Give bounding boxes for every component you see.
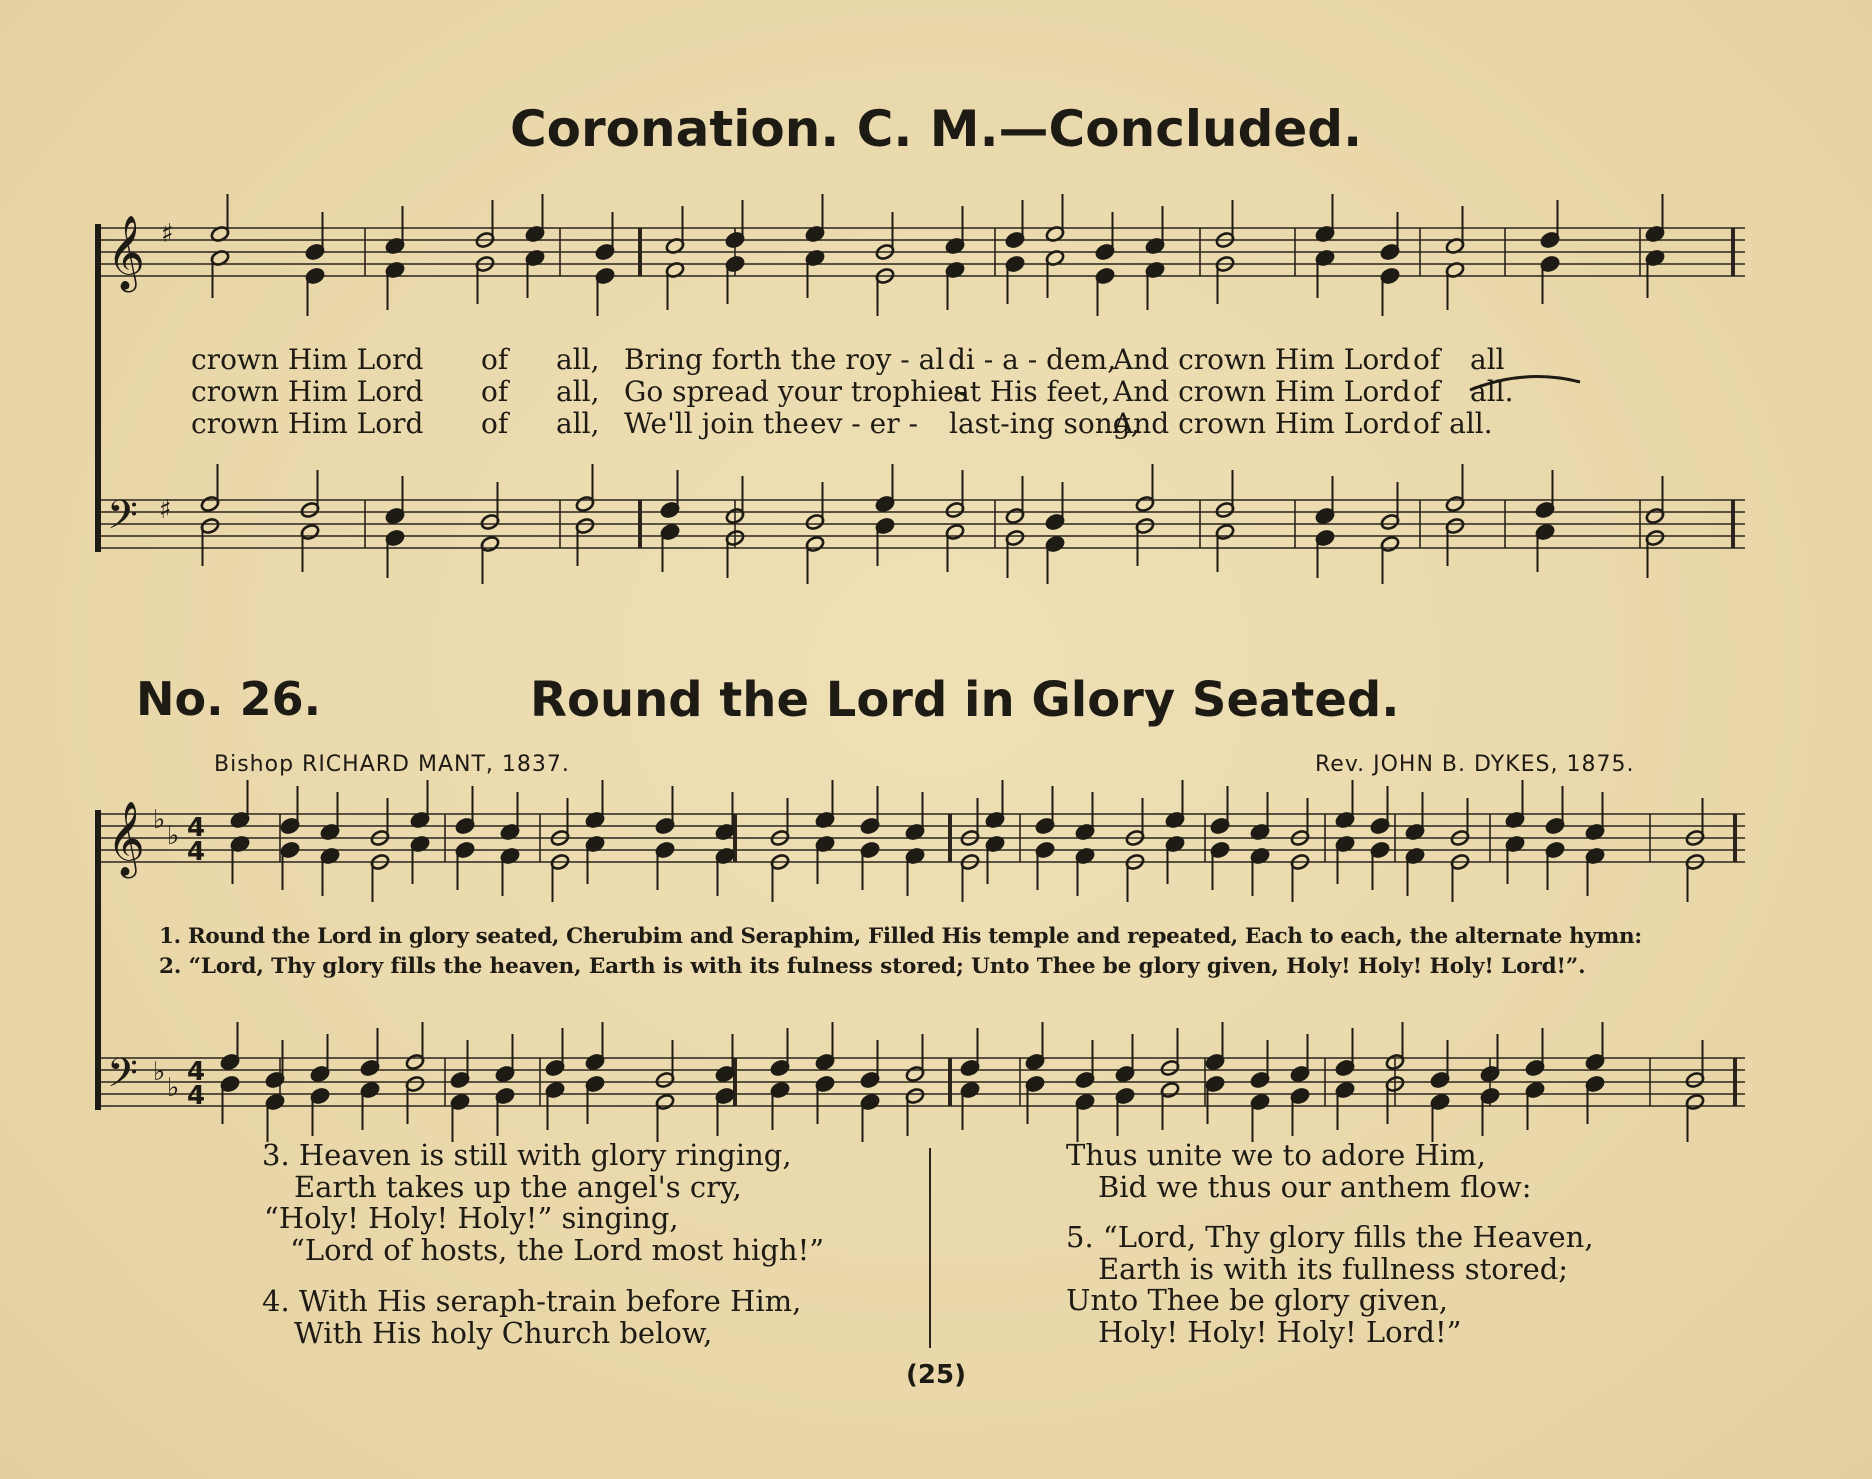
hymn-number: No. 26. — [136, 672, 322, 726]
sharp-key-signature-icon: ♯ — [159, 495, 172, 525]
system-brace-bar — [95, 224, 101, 552]
sharp-key-signature-icon: ♯ — [161, 219, 174, 249]
hymn-title-round-the-lord: Round the Lord in Glory Seated. — [530, 672, 1400, 728]
column-divider — [929, 1148, 931, 1348]
flat-key-signature-icon: ♭ — [167, 1073, 180, 1103]
system-brace-bar — [95, 810, 101, 1110]
time-signature-icon: 4 — [187, 837, 206, 867]
verse-2-text: 2. “Lord, Thy glory fills the heaven, Earth is with its fulness stored; Unto Thee be glory given, Holy! Holy! Holy! Lord!”. — [159, 954, 1586, 979]
flat-key-signature-icon: ♭ — [167, 821, 180, 851]
verse-1-text: 1. Round the Lord in glory seated, Cherubim and Seraphim, Filled His temple and repeated, Each to each, the alternate hymn: — [159, 924, 1642, 949]
stanza-4: 4. With His seraph-train before Him, With His holy Church below, — [262, 1284, 802, 1350]
bass-staff — [100, 500, 1745, 548]
treble-clef-icon: 𝄞 — [107, 802, 145, 876]
page-number: (25) — [906, 1360, 966, 1390]
treble-staff — [100, 228, 1745, 276]
flat-key-signature-icon: ♭ — [153, 1057, 166, 1087]
treble-clef-icon: 𝄞 — [107, 216, 145, 290]
time-signature-icon: 4 — [187, 813, 206, 843]
stanza-3: 3. Heaven is still with glory ringing, Earth takes up the angel's cry, “Holy! Holy! Holy!” singing, “Lord of hosts, the Lord most high!” — [262, 1138, 825, 1267]
stanza-5: 5. “Lord, Thy glory fills the Heaven, Earth is with its fullness stored; Unto Thee be glory given, Holy! Holy! Holy! Lord!” — [1066, 1220, 1594, 1349]
round-the-lord-music-system — [95, 790, 1745, 1130]
stanza-4-continued: Thus unite we to adore Him, Bid we thus our anthem flow: — [1066, 1138, 1532, 1204]
bass-clef-icon: 𝄢 — [107, 1050, 138, 1106]
flat-key-signature-icon: ♭ — [153, 805, 166, 835]
hymn-title-coronation: Coronation. C. M.—Concluded. — [509, 100, 1363, 158]
author-credit: Bishop RICHARD MANT, 1837. — [214, 752, 570, 777]
time-signature-icon: 4 — [187, 1081, 206, 1111]
composer-credit: Rev. JOHN B. DYKES, 1875. — [1315, 752, 1635, 777]
coronation-music-system: 𝄞 𝄢 ♯ ♯ crown Him Lord of all, Bring forth the roy - al di - a - dem, And crown Him Lord of all crown Him Lord of all, Go spread your trophies at His feet, And crown Him Lord of all. crown Him Lord of all, We'll join the ev - er - last-ing song, And crown Him Lord of all. — [95, 200, 1745, 590]
time-signature-icon: 4 — [187, 1057, 206, 1087]
bass-clef-icon: 𝄢 — [107, 492, 138, 548]
